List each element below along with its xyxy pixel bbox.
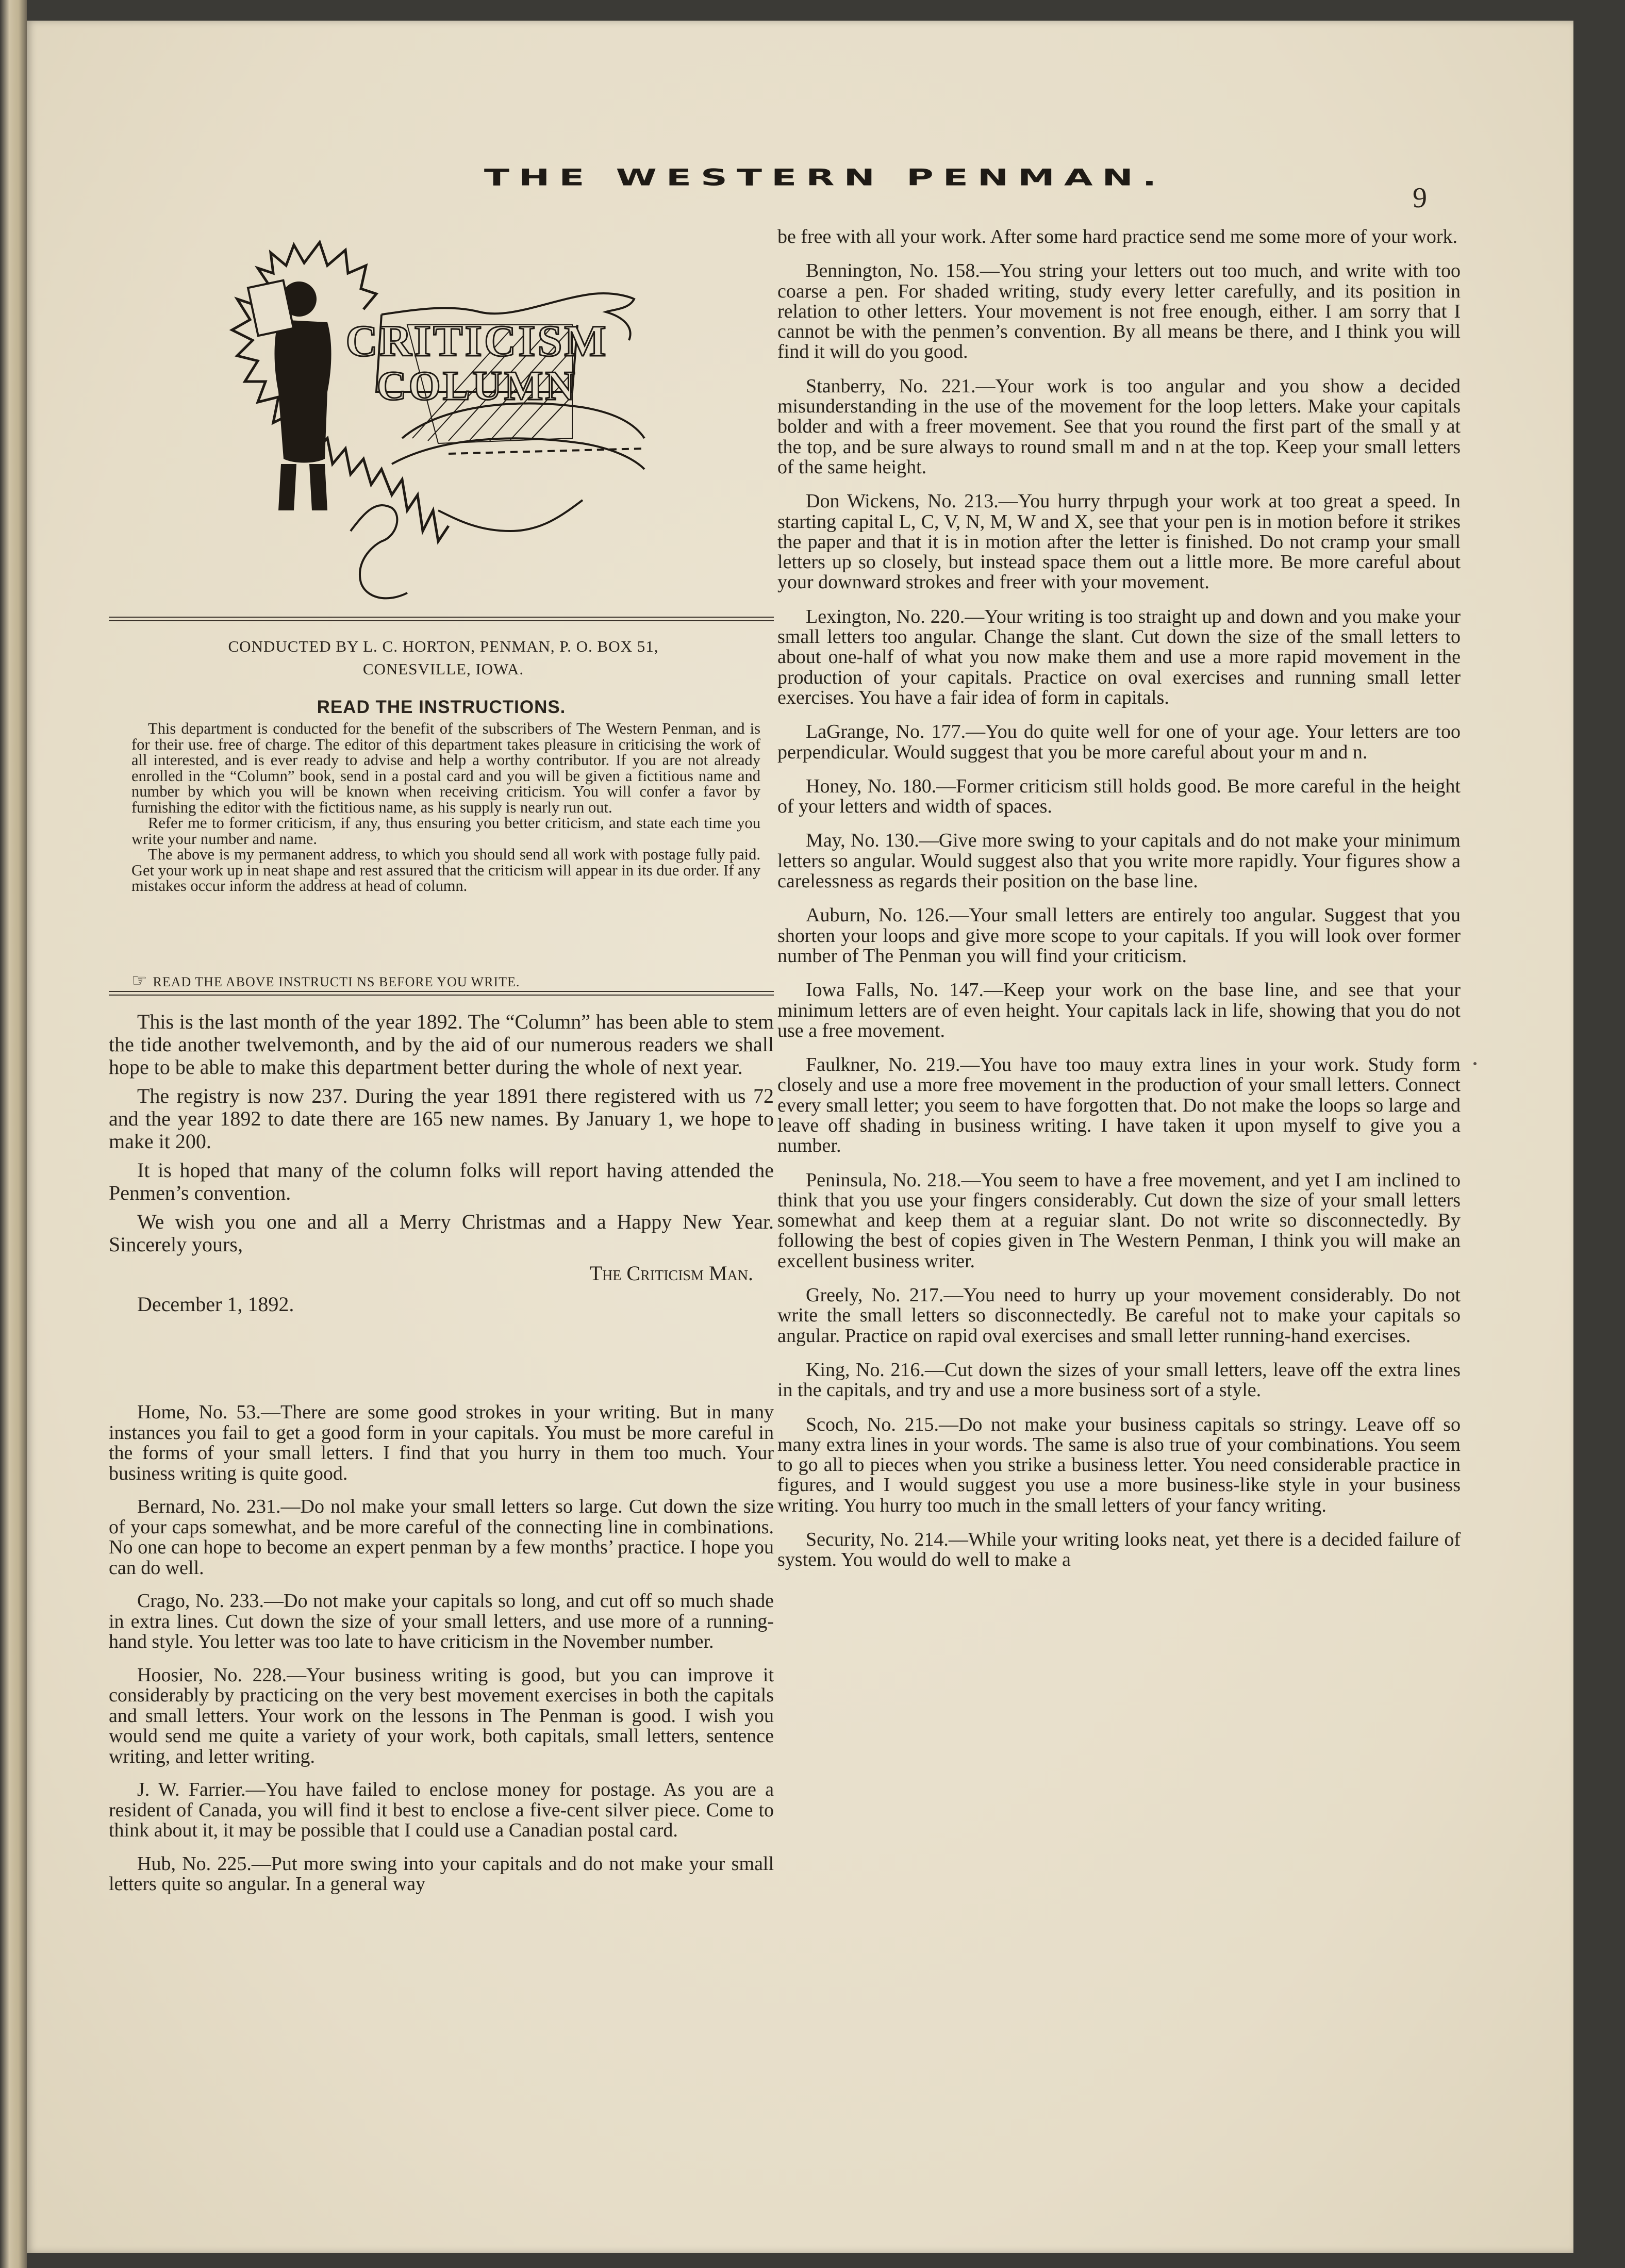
criticism-entries-right (777, 227, 1461, 1584)
pointing-hand-icon: ☞ (131, 971, 148, 990)
editorial-paragraph: This is the last month of the year 1892. The “Column” has been able to stem the tide another twelvemonth, and by the aid of our numerous readers we shall hope to be able to make this department better during the whole of next year. (109, 1010, 774, 1079)
instructions-body (131, 721, 760, 894)
instructions-paragraph: This department is conducted for the benefit of the subscribers of The Western Penman, and is for their use. free of charge. The editor of this department takes pleasure in criticising the work of all interested, and is ever ready to advise and help a worthy contributor. If you are not already enrolled in the “Column” book, send in a postal card and you will be given a fictitious name and number by which you will be known when receiving criticism. You will confer a favor by furnishing the editor with the fictitious name, as his supply is nearly run out. (131, 720, 760, 816)
rule (109, 995, 774, 996)
editorial-paragraph: It is hoped that many of the column folks will report having attended the Penmen’s convention. (109, 1158, 774, 1204)
editorial-paragraph: The registry is now 237. During the year 1891 there registered with us 72 and the year 1892 to date there are 165 new names. By January 1, we hope to make it 200. (109, 1084, 774, 1153)
editorial-paragraph: We wish you one and all a Merry Christmas and a Happy New Year. Sincerely yours, (109, 1210, 774, 1256)
instructions-paragraph: Refer me to former criticism, if any, thus ensuring you better criticism, and state each time you write your number and name. (131, 814, 760, 848)
rule (109, 991, 774, 992)
criticism-entry: Don Wickens, No. 213.—You hurry thrpugh your work at too great a speed. In starting capital L, C, V, N, M, W and X, see that your pen is in motion before it strikes the paper and that it is in motion after the letter is finished. Do not cramp your small letters up so closely, but instead space them out a little more. Be more careful about your downward strokes and freer with your movement. (777, 490, 1461, 593)
instructions-rule (109, 991, 774, 998)
criticism-entry: Home, No. 53.—There are some good strokes in your writing. But in many instances you fail to get a good form in your capitals. You must be more careful in the forms of your small letters. I find that you hurry in them too much. Your business writing is quite good. (109, 1401, 774, 1484)
instructions-heading: READ THE INSTRUCTIONS. (317, 697, 566, 717)
editorial-date: December 1, 1892. (137, 1293, 294, 1316)
criticism-entry: Bennington, No. 158.—You string your letters out too much, and write with too coarse a pen. For shaded writing, study every letter carefully, and its position in relation to other letters. Your movement is not free enough, either. I am sorry that I cannot be with the penmen’s convention. By all means be there, and I think you will find it will do you good. (777, 260, 1461, 363)
criticism-entry: Security, No. 214.—While your writing looks neat, yet there is a decided failure of system. You would do well to make a (777, 1529, 1461, 1571)
criticism-entry: Iowa Falls, No. 147.—Keep your work on the base line, and see that your minimum letters are of even height. Your capitals lack in life, showing that you do not use a free movement. (777, 979, 1461, 1041)
criticism-entry: King, No. 216.—Cut down the sizes of your small letters, leave off the extra lines in the capitals, and try and use a more business sort of a style. (777, 1359, 1461, 1401)
criticism-column-header-illustration (222, 222, 675, 624)
rule (109, 620, 774, 621)
criticism-entry: Peninsula, No. 218.—You seem to have a free movement, and yet I am inclined to think that you use your fingers considerably. Cut down the size of your small letters somewhat and keep them at a reguiar slant. Do not write so disconnectedly. By following the best of copies given in The Western Penman, I think you will make an excellent business writer. (777, 1169, 1461, 1272)
editorial (109, 1011, 774, 1345)
conducted-by-notice (155, 635, 732, 681)
criticism-entry: Honey, No. 180.—Former criticism still holds good. Be more careful in the height of your letters and width of spaces. (777, 775, 1461, 818)
criticism-entry: Hub, No. 225.—Put more swing into your capitals and do not make your small letters quite so angular. In a general way (109, 1852, 774, 1895)
criticism-entry: Auburn, No. 126.—Your small letters are entirely too angular. Suggest that you shorten your loops and give more scope to your capitals. If you will look over former number of The Penman you will find your criticism. (777, 904, 1461, 967)
conducted-line1: CONDUCTED BY L. C. HORTON, PENMAN, P. O. BOX 51, (228, 637, 659, 655)
criticism-entry: J. W. Farrier.—You have failed to enclose money for postage. As you are a resident of Canada, you will find it best to enclose a five-cent silver piece. Come to think about it, it may be possible that I could use a Canadian postal card. (109, 1779, 774, 1841)
header-art-line2: COLUMN (376, 363, 577, 409)
criticism-entry: Crago, No. 233.—Do not make your capitals so long, and cut off so much shade in extra lines. Cut down the size of your small letters, and use more of a running-hand style. You letter was too late to have criticism in the November number. (109, 1590, 774, 1652)
criticism-entry: Scoch, No. 215.—Do not make your business capitals so stringy. Leave off so many extra lines in your words. The same is also true of your combinations. You seem to go all to pieces when you strike a business letter. You need considerable practice in figures, and I would suggest you use a more business-like style in your business writing. You hurry too much in the small letters of your fancy writing. (777, 1413, 1461, 1516)
instructions-paragraph: The above is my permanent address, to which you should send all work with postage fully paid. Get your work up in neat shape and rest assured that the criticism will appear in its due order. If any mistakes occur inform the address at head of column. (131, 846, 760, 895)
conducted-line2: CONESVILLE, IOWA. (362, 660, 524, 678)
criticism-entry: Lexington, No. 220.—Your writing is too straight up and down and you make your small letters too angular. Change the slant. Cut down the size of the small letters to about one-half of what you now make them and use a more rapid movement in the production of your capitals. Practice on oval exercises and running small letter exercises. You have a fair idea of form in capitals. (777, 605, 1461, 708)
masthead: THE WESTERN PENMAN. (484, 164, 1166, 191)
instructions-footer (131, 970, 760, 991)
header-rules (109, 617, 774, 624)
criticism-entries-left (109, 1402, 774, 1908)
criticism-entry: Stanberry, No. 221.—Your work is too angular and you show a decided misunderstanding in the use of the movement for the loop letters. Make your capitals bolder and with a freer movement. See that you round the first part of the small y at the top, and be sure always to round small m and n at the top. Keep your small letters of the same height. (777, 375, 1461, 478)
header-art-line1: CRITICISM (345, 316, 608, 366)
instructions-footer-text: READ THE ABOVE INSTRUCTI NS BEFORE YOU WRITE. (153, 974, 520, 989)
criticism-entry: Hoosier, No. 228.—Your business writing is good, but you can improve it considerably by practicing on the very best movement exercises in both the capitals and small letters. Your work on the lessons in The Penman is good. I wish you would send me quite a variety of your work, both capitals, small letters, sentence writing, and letter writing. (109, 1664, 774, 1767)
criticism-entry: May, No. 130.—Give more swing to your capitals and do not make your minimum letters so angular. Would suggest also that you write more rapidly. Your figures show a carelessness as regards their position on the base line. (777, 830, 1461, 892)
criticism-entry-continued: be free with all your work. After some hard practice send me some more of your work. (777, 226, 1458, 247)
page-number: 9 (1413, 182, 1427, 214)
rule (109, 617, 774, 618)
criticism-entry: Faulkner, No. 219.—You have too mauy extra lines in your work. Study form closely and use a more free movement in the production of your small letters. Connect every small letter; you seem to have forgotten that. Do not make the loops so large and leave off shading in business writing. I have taken it upon myself to give you a number. (777, 1054, 1461, 1157)
ink-speck (1473, 1062, 1477, 1065)
criticism-entry: LaGrange, No. 177.—You do quite well for one of your age. Your letters are too perpendicular. Would suggest that you be more careful about your m and n. (777, 721, 1461, 763)
left-page-edge (0, 0, 27, 2268)
criticism-entry: Greely, No. 217.—You need to hurry up your movement considerably. Do not write the small letters so disconnectedly. Be careful not to make your capitals so angular. Practice on rapid oval exercises and small letter running-hand exercises. (777, 1284, 1461, 1347)
signature: The Criticism Man. (589, 1262, 753, 1285)
criticism-entry: Bernard, No. 231.—Do nol make your small letters so large. Cut down the size of your caps somewhat, and be more careful of the connecting line in combinations. No one can hope to become an expert penman by a few months’ practice. I hope you can do well. (109, 1496, 774, 1579)
